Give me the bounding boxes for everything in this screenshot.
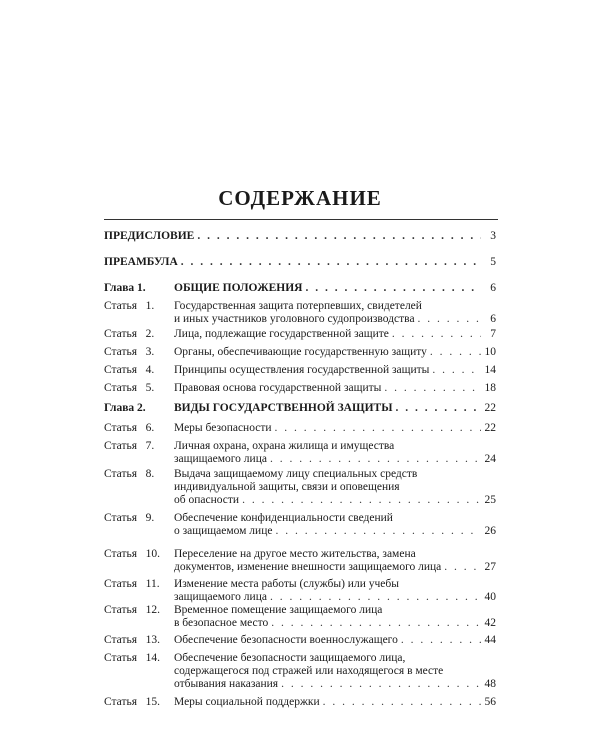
toc-entry-title: Временное помещение защищаемого лица — [174, 604, 383, 616]
toc-entry-title: содержащегося под стражей или находящегося в месте — [174, 665, 444, 677]
toc-entry-title: об опасности — [174, 494, 240, 506]
toc-entry-title: о защищаемом лице — [174, 525, 273, 537]
toc-entry-title: отбывания наказания — [174, 678, 279, 690]
toc-entry-title: Личная охрана, охрана жилища и имущества — [174, 440, 395, 452]
dot-leader — [323, 696, 481, 709]
toc-entry-page: 22 — [484, 402, 496, 414]
toc-entry-title: Обеспечение безопасности военнослужащего — [174, 634, 398, 646]
dot-leader — [444, 561, 481, 574]
toc-entry-title: Органы, обеспечивающие государственную защиту — [174, 346, 427, 358]
toc-entry-title: документов, изменение внешности защищаемого лица — [174, 561, 442, 573]
toc-entry-label: Статья 10. — [104, 548, 161, 560]
toc-entry-title: Государственная защита потерпевших, свидетелей — [174, 300, 422, 312]
dot-leader — [242, 494, 481, 507]
dot-leader — [271, 617, 481, 630]
toc-entry-page: 6 — [490, 313, 496, 325]
toc-entry-title: Меры безопасности — [174, 422, 272, 434]
toc-entry-title: Выдача защищаемому лицу специальных средств — [174, 468, 418, 480]
title-divider — [104, 219, 498, 220]
toc-entry-page: 5 — [490, 256, 496, 268]
dot-leader — [418, 313, 481, 326]
page-title: СОДЕРЖАНИЕ — [218, 186, 382, 210]
toc-entry-label: Статья 3. — [104, 346, 155, 358]
toc-entry-page: 40 — [484, 591, 496, 603]
toc-entry-title: ПРЕАМБУЛА — [104, 256, 178, 268]
dot-leader — [275, 422, 481, 435]
toc-entry-label: Глава 1. — [104, 282, 146, 294]
toc-entry-label: Статья 12. — [104, 604, 161, 616]
toc-entry-page: 14 — [484, 364, 496, 376]
toc-entry-title: Лица, подлежащие государственной защите — [174, 328, 389, 340]
toc-entry-page: 27 — [484, 561, 496, 573]
toc-entry-page: 22 — [484, 422, 496, 434]
toc-entry-title: защищаемого лица — [174, 453, 267, 465]
dot-leader — [384, 382, 481, 395]
toc-entry-label: Статья 4. — [104, 364, 155, 376]
toc-entry-title: Переселение на другое место жительства, замена — [174, 548, 416, 560]
toc-entry-page: 56 — [484, 696, 496, 708]
toc-entry-title: ВИДЫ ГОСУДАРСТВЕННОЙ ЗАЩИТЫ — [174, 402, 393, 414]
toc-entry-page: 7 — [490, 328, 496, 340]
toc-entry-title: защищаемого лица — [174, 591, 267, 603]
dot-leader — [430, 346, 481, 359]
toc-entry-label: Статья 9. — [104, 512, 155, 524]
dot-leader — [396, 402, 481, 415]
toc-entry-label: Статья 1. — [104, 300, 155, 312]
toc-entry-page: 25 — [484, 494, 496, 506]
dot-leader — [197, 230, 481, 243]
dot-leader — [275, 525, 481, 538]
toc-entry-title: индивидуальной защиты, связи и оповещения — [174, 481, 400, 493]
toc-entry-title: Правовая основа государственной защиты — [174, 382, 382, 394]
toc-entry-title: Изменение места работы (службы) или учебы — [174, 578, 399, 590]
dot-leader — [270, 591, 481, 604]
toc-entry-page: 24 — [484, 453, 496, 465]
toc-entry-label: Статья 13. — [104, 634, 161, 646]
toc-entry-label: Статья 7. — [104, 440, 155, 452]
toc-entry-page: 26 — [484, 525, 496, 537]
toc-entry-page: 42 — [484, 617, 496, 629]
toc-entry-label: Статья 5. — [104, 382, 155, 394]
toc-entry-title: Обеспечение безопасности защищаемого лица, — [174, 652, 406, 664]
dot-leader — [270, 453, 481, 466]
toc-entry-title: Обеспечение конфиденциальности сведений — [174, 512, 393, 524]
toc-entry-page: 6 — [490, 282, 496, 294]
toc-entry-page: 48 — [484, 678, 496, 690]
dot-leader — [432, 364, 481, 377]
toc-entry-title: Принципы осуществления государственной защиты — [174, 364, 430, 376]
toc-entry-label: Статья 14. — [104, 652, 161, 664]
toc-entry-label: Статья 15. — [104, 696, 161, 708]
dot-leader — [181, 256, 481, 269]
toc-entry-label: Статья 6. — [104, 422, 155, 434]
toc-entry-label: Статья 2. — [104, 328, 155, 340]
dot-leader — [401, 634, 481, 647]
toc-entry-title: ОБЩИЕ ПОЛОЖЕНИЯ — [174, 282, 303, 294]
toc-entry-label: Статья 8. — [104, 468, 155, 480]
dot-leader — [281, 678, 481, 691]
toc-entry-page: 10 — [484, 346, 496, 358]
toc-entry-page: 3 — [490, 230, 496, 242]
toc-entry-page: 18 — [484, 382, 496, 394]
toc-entry-title: и иных участников уголовного судопроизводства — [174, 313, 415, 325]
toc-entry-title: Меры социальной поддержки — [174, 696, 320, 708]
toc-entry-label: Статья 11. — [104, 578, 160, 590]
toc-entry-title: ПРЕДИСЛОВИЕ — [104, 230, 195, 242]
toc-entry-page: 44 — [484, 634, 496, 646]
toc-entry-label: Глава 2. — [104, 402, 146, 414]
dot-leader — [392, 328, 481, 341]
toc-entry-title: в безопасное место — [174, 617, 269, 629]
dot-leader — [305, 282, 481, 295]
